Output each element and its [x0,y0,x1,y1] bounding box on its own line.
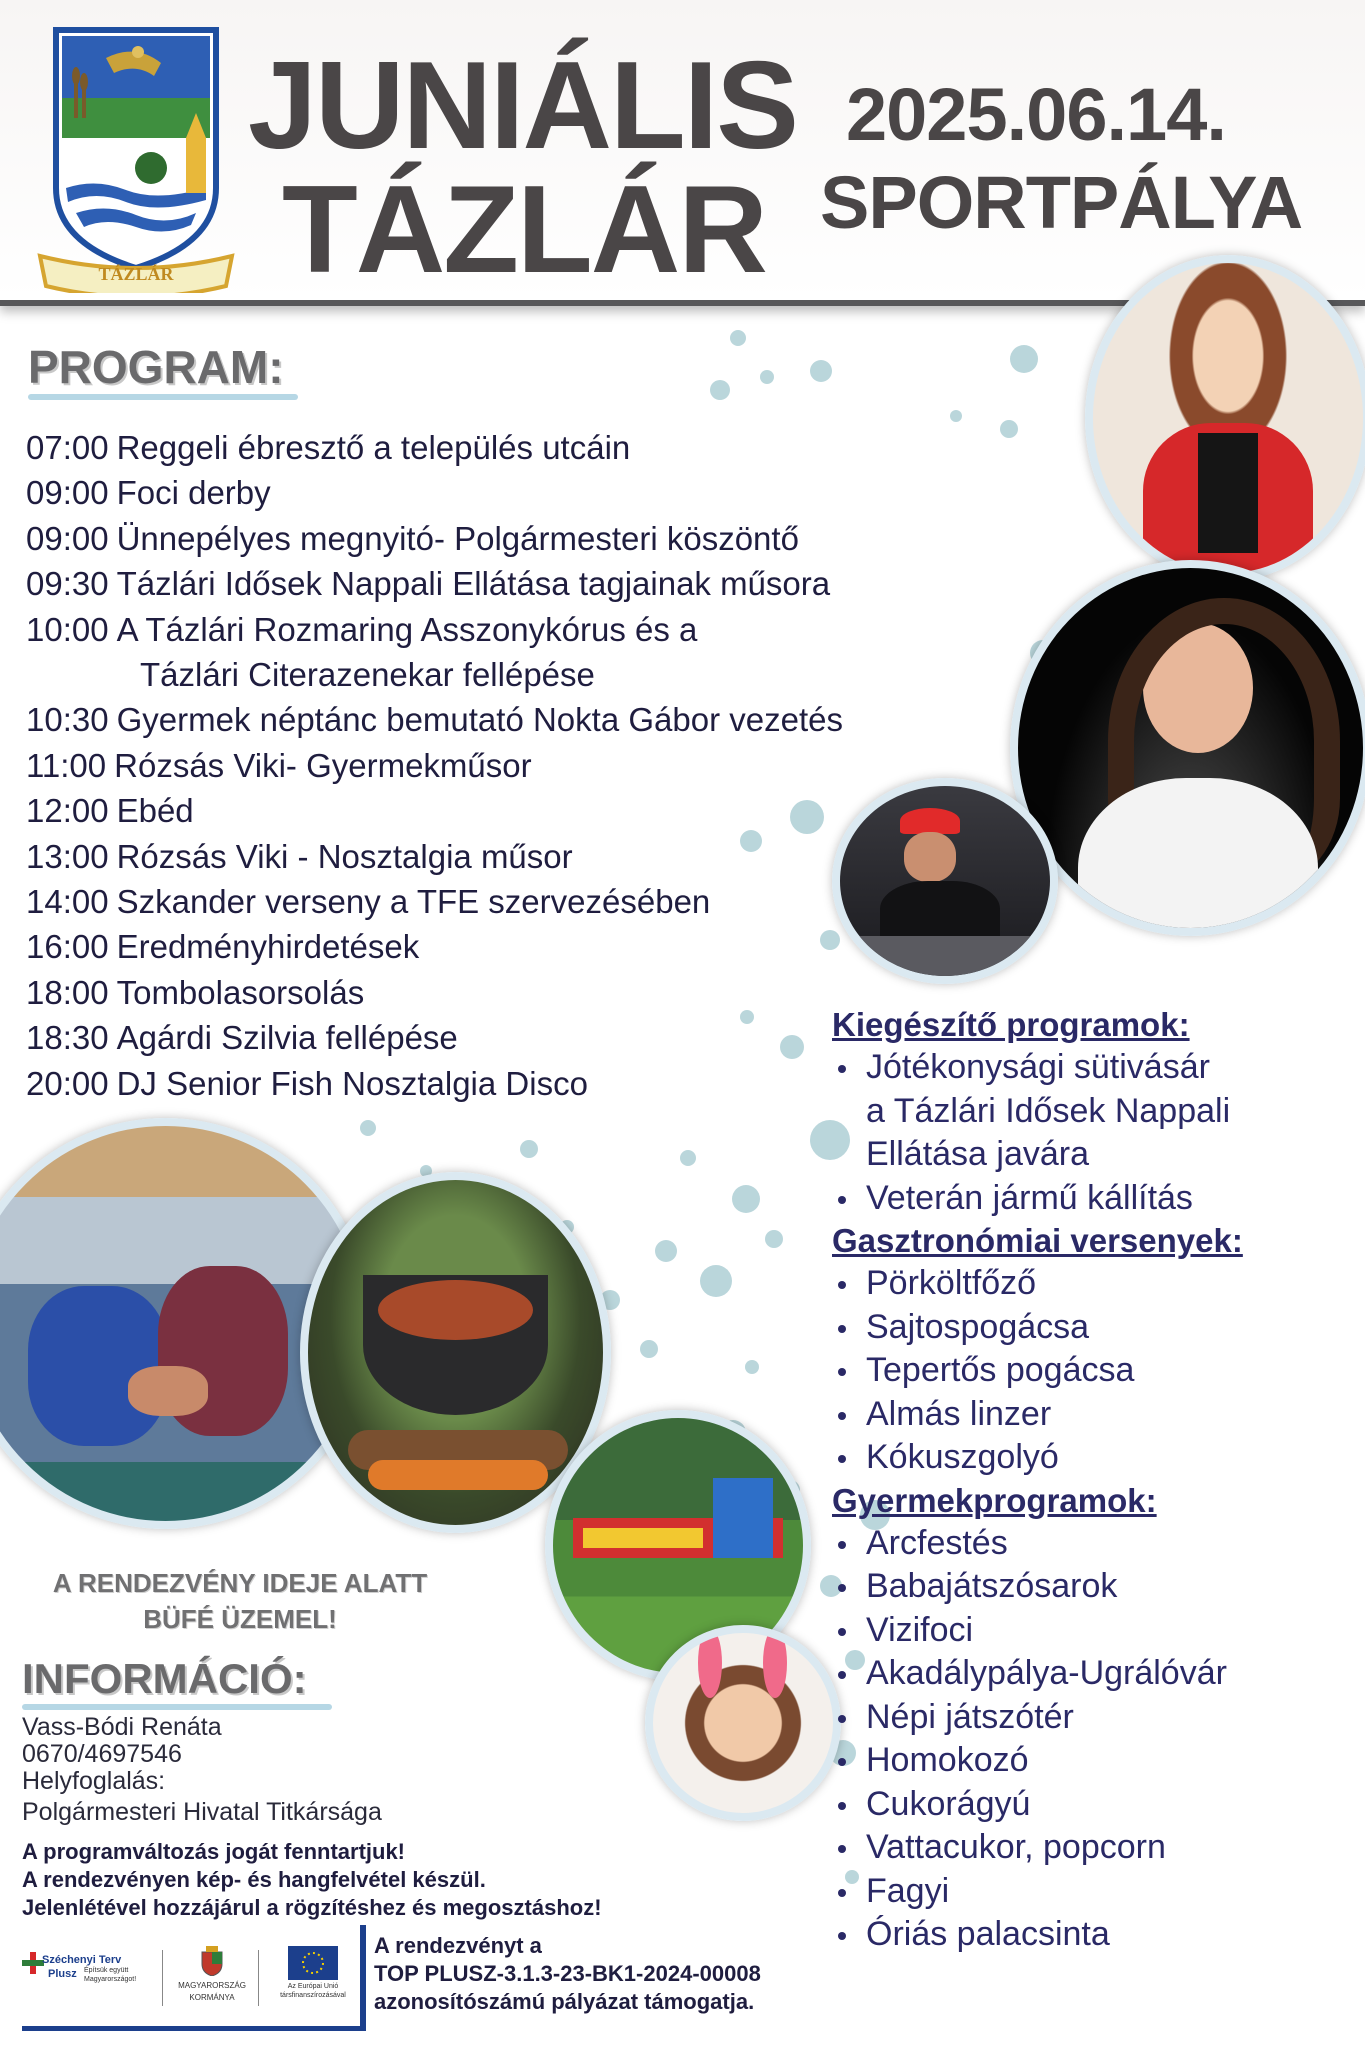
sponsor-bottom-bar [22,2026,366,2031]
list-item-continuation: Ellátása javára [866,1135,1090,1173]
kids-list [832,1522,1352,1957]
booking-label: Helyfoglalás: [22,1767,166,1795]
szechenyi-tagline: Építsük együtt Magyarországot! [84,1967,137,1983]
event-date: 2025.06.14. [846,73,1226,156]
info-heading: INFORMÁCIÓ: [22,1655,307,1702]
program-item: 07:00 Reggeli ébresztő a település utcáin [26,429,631,466]
program-item: 10:00 A Tázlári Rozmaring Asszonykórus és a [26,610,698,648]
notice-change: A programváltozás jogát fenntartjuk! [22,1839,406,1864]
list-item: Akadálypálya-Ugrálóvár [832,1652,1352,1696]
gastro-list [832,1262,1352,1480]
eu-logo-text: Az Európai Unió társfinanszírozásával [280,1983,346,1999]
contact-name: Vass-Bódi Renáta [22,1713,222,1741]
extra-programs-column [832,1004,1352,1957]
list-item: Vizifoci [832,1609,1352,1653]
list-item: Veterán jármű kállítás [832,1177,1352,1221]
program-heading-underline [28,394,298,400]
title-tazlar: TÁZLÁR [282,161,766,299]
list-item: Népi játszótér [832,1696,1352,1740]
program-item: 16:00 Eredményhirdetések [26,928,420,966]
program-item: 14:00 Szkander verseny a TFE szervezésében [26,883,711,921]
list-item: Homokozó [832,1739,1352,1783]
list-item: Babajátszósarok [832,1565,1352,1609]
list-item: Jótékonysági sütivásár [832,1046,1352,1090]
event-venue: SPORTPÁLYA [820,161,1303,244]
list-item: Arcfestés [832,1522,1352,1566]
program-item: 18:00 Tombolasorsolás [26,973,365,1011]
government-logo [172,1946,252,2006]
sponsor-statement [374,1932,761,2016]
extras-heading: Kiegészítő programok: [832,1006,1190,1043]
extras-list [832,1046,1352,1220]
program-item: 09:30 Tázlári Idősek Nappali Ellátása tagjainak műsora [26,565,831,603]
list-item: Almás linzer [832,1393,1352,1437]
title-juniális: JUNIÁLIS [248,37,797,175]
program-item: 18:30 Agárdi Szilvia fellépése [26,1019,458,1057]
crest-shield-icon [36,18,236,293]
list-item: Pörköltfőző [832,1262,1352,1306]
list-item: Sajtospogácsa [832,1306,1352,1350]
program-item: 11:00 Rózsás Viki- Gyermekműsor [26,746,532,784]
program-item: 09:00 Ünnepélyes megnyitó- Polgármesteri köszöntő [26,519,799,557]
photo-rozsas-viki [1010,560,1365,936]
sponsor-logos [22,1942,362,2028]
list-item: Tepertős pogácsa [832,1349,1352,1393]
szechenyi-logo [22,1952,162,2012]
buffet-notice [20,1565,460,1637]
photo-face-painting [645,1625,841,1821]
crest-ribbon-text: TÁZLÁR [98,264,174,284]
government-logo-text: MAGYARORSZÁG KORMÁNYA [178,1981,246,2002]
list-item: Vattacukor, popcorn [832,1826,1352,1870]
program-heading: PROGRAM: [28,341,284,393]
sponsor-line-1: A rendezvényt a [374,1933,542,1958]
booking-place: Polgármesteri Hivatal Titkársága [22,1798,382,1826]
sponsor-project-id: TOP PLUSZ-3.1.3-23-BK1-2024-00008 [374,1961,761,1986]
eu-flag-icon [288,1946,338,1980]
photo-agardi-szilvia [1085,255,1365,581]
eu-logo [268,1946,358,2006]
list-item: Kókuszgolyó [832,1436,1352,1480]
program-item: 13:00 Rózsás Viki - Nosztalgia műsor [26,837,573,875]
program-item: 12:00 Ebéd [26,792,194,830]
szechenyi-sub: Plusz [48,1968,77,1980]
gastro-heading: Gasztronómiai versenyek: [832,1222,1243,1259]
szechenyi-title: Széchenyi Terv [42,1954,122,1966]
info-heading-underline [22,1704,332,1710]
notice-recording: A rendezvényen kép- és hangfelvétel készül. [22,1867,486,1892]
program-item: 09:00 Foci derby [26,474,271,512]
sponsor-vertical-bar [360,1925,366,2029]
list-item-continuation: a Tázlári Idősek Nappali [866,1091,1231,1130]
buffet-line-1: A RENDEZVÉNY IDEJE ALATT [52,1568,428,1598]
program-item: 20:00 DJ Senior Fish Nosztalgia Disco [26,1064,588,1102]
notice-consent: Jelenlétével hozzájárul a rögzítéshez és megosztáshoz! [22,1895,602,1920]
szechenyi-cross-icon [22,1952,44,1974]
list-item: Óriás palacsinta [832,1913,1352,1957]
list-item: Cukorágyú [832,1783,1352,1827]
kids-heading: Gyermekprogramok: [832,1481,1157,1519]
list-item: Fagyi [832,1870,1352,1914]
program-item: 10:30 Gyermek néptánc bemutató Nokta Gábor vezetés [26,701,843,739]
buffet-line-2: BÜFÉ ÜZEMEL! [143,1604,337,1634]
hungarian-coat-of-arms-icon [200,1946,224,1976]
sponsor-line-3: azonosítószámú pályázat támogatja. [374,1989,755,2014]
contact-phone[interactable]: 0670/4697546 [22,1740,182,1768]
town-crest [36,18,236,293]
program-item-continuation: Tázlári Citerazenekar fellépése [140,656,595,694]
